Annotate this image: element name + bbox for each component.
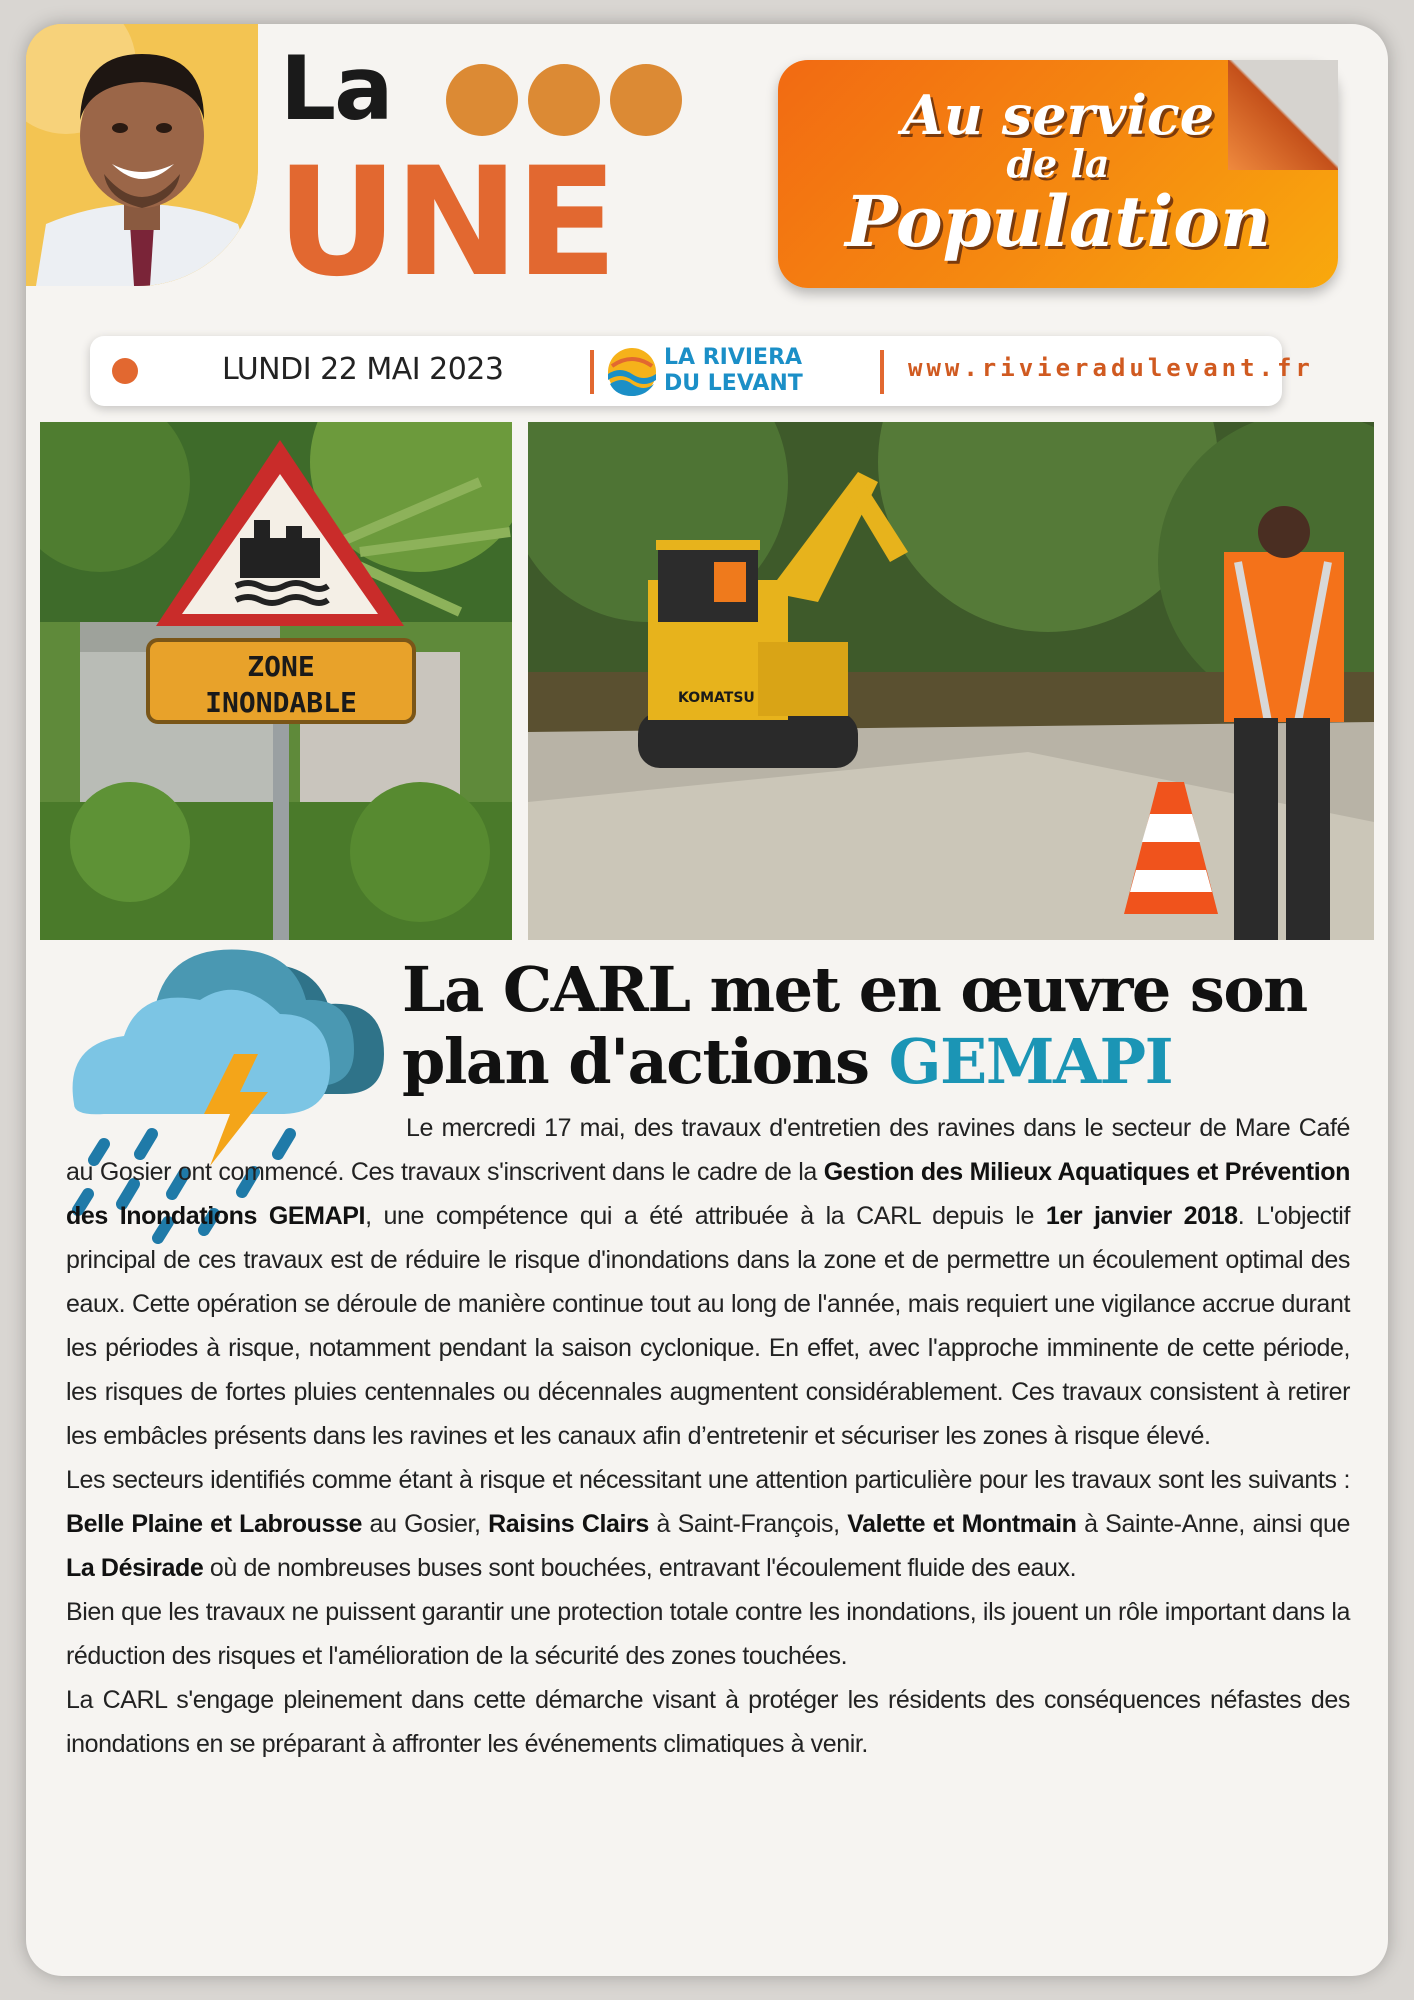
article-text: à Saint-François,	[648, 1510, 848, 1538]
article-text: Les secteurs identifiés comme étant à risque et nécessitant une attention particulière pour les travaux sont les suivants :	[66, 1466, 1350, 1494]
article-bold: Gestion des Milieux Aquatiques et Prévention des Inondations GEMAPI	[66, 1158, 1350, 1230]
sign-text-line-2: INONDABLE	[205, 686, 357, 719]
article-bold: Raisins Clairs	[488, 1510, 649, 1538]
article-text: où de nombreuses buses sont bouchées, entravant l'écoulement fluide des eaux.	[203, 1554, 1077, 1582]
article-paragraph	[66, 1458, 1350, 1590]
portrait-photo	[26, 24, 258, 286]
org-line-1: LA RIVIERA	[664, 345, 803, 370]
website-link[interactable]: www.rivieradulevant.fr	[908, 354, 1314, 382]
article-paragraph: Bien que les travaux ne puissent garantir une protection totale contre les inondations, ils jouent un rôle important dans la réduction des risques et l'amélioration de la sécurité des zones touchées.	[66, 1598, 1350, 1670]
org-line-2: DU LEVANT	[664, 371, 803, 396]
article-bold: La Désirade	[66, 1554, 204, 1582]
separator	[880, 350, 884, 394]
org-name	[664, 345, 803, 397]
page-curl	[1228, 60, 1338, 170]
article-text: au Gosier,	[361, 1510, 489, 1538]
brand-dot	[528, 64, 600, 136]
separator	[590, 350, 594, 394]
excavator-photo	[528, 422, 1374, 940]
service-line-3: Population	[845, 180, 1271, 263]
article-bold: Valette et Montmain	[847, 1510, 1077, 1538]
brand-une: UNE	[276, 136, 614, 310]
headline-accent: GEMAPI	[888, 1025, 1173, 1098]
headline-text: La CARL met en œuvre son plan d'actions	[402, 953, 1307, 1098]
riviera-logo-icon	[606, 346, 658, 398]
brand-dot	[610, 64, 682, 136]
brand-dots	[446, 64, 682, 136]
service-line-1: Au service	[901, 83, 1215, 147]
article-bold: 1er janvier 2018	[1045, 1202, 1238, 1230]
machine-brand: KOMATSU	[678, 690, 755, 706]
issue-date: LUNDI 22 MAI 2023	[222, 352, 504, 387]
article-text: Le mercredi 17 mai, des travaux d'entretien des ravines dans le secteur de Mare Café au Gosier ont commencé. Ces travaux s'inscrivent dans le cadre de la	[66, 1114, 1350, 1186]
sign-text-line-1: ZONE	[247, 650, 315, 683]
article-bold: Belle Plaine et Labrousse	[66, 1510, 362, 1538]
article-text: à Sainte-Anne, ainsi que	[1076, 1510, 1350, 1538]
article-body	[66, 1106, 1350, 1766]
date-bullet	[112, 358, 138, 384]
flood-zone-photo	[40, 422, 512, 940]
article-text: . L'objectif principal de ces travaux est de réduire le risque d'inondations dans la zone et de permettre un écoulement optimal des eaux. Cette opération se déroule de manière continue tout au long de l'année, mais requiert une vigilance accrue durant les périodes à risque, notamment pendant la saison cyclonique. En effet, avec l'approche imminente de cette période, les risques de fortes pluies centennales ou décennales augmentent considérablement. Ces travaux consistent à retirer les embâcles présents dans les ravines et les canaux afin d’entretenir et sécuriser les zones à risque élevé.	[66, 1202, 1350, 1450]
service-banner	[778, 60, 1338, 288]
newsletter-page	[26, 24, 1388, 1976]
article-paragraph: La CARL s'engage pleinement dans cette démarche visant à protéger les résidents des conséquences néfastes des inondations en se préparant à affronter les événements climatiques à venir.	[66, 1686, 1350, 1758]
service-line-2: de la	[1006, 141, 1110, 186]
date-bar	[90, 336, 1314, 406]
brand-la: La	[280, 37, 392, 140]
brand-dot	[446, 64, 518, 136]
article-paragraph	[66, 1106, 1350, 1458]
article-text: , une compétence qui a été attribuée à la CARL depuis le	[365, 1202, 1046, 1230]
headline	[402, 954, 1362, 1098]
